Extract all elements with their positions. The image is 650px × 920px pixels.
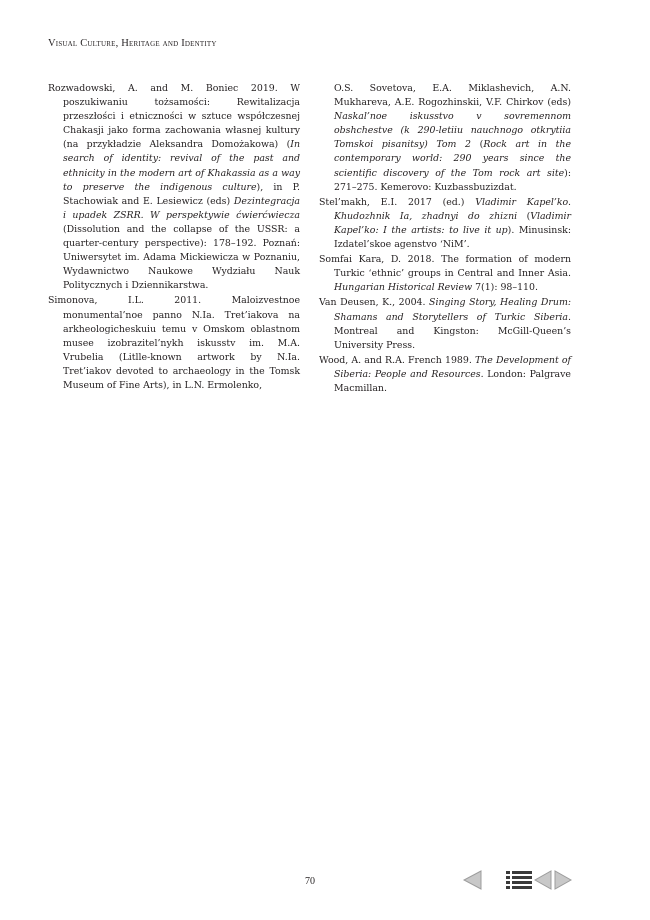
page-number: 70 xyxy=(305,876,315,887)
running-title: Visual Culture, Heritage and Identity xyxy=(48,38,217,49)
reference-entry xyxy=(319,196,571,252)
page-navigation xyxy=(462,870,574,892)
reference-entry xyxy=(319,253,571,295)
reference-text: Simonova, I.L. 2011. Maloizvestnoe monumental’noe panno N.Ia. Tret’iakova na arkheologicheskuiu temu v Omskom oblastnom musee izobrazitel’nykh iskusstv im. M.A. Vrubelia (Litlle-known artwork by N.Ia. Tret’iakov devoted to archaeology in the Tomsk Museum of Fine Arts), in L.N. Ermolenko, xyxy=(48,295,300,391)
reference-text: ): 271–275. Kemerovo: Kuzbassbuzizdat. xyxy=(334,167,571,193)
reference-text: Wood, A. and R.A. French 1989. xyxy=(319,354,475,366)
reference-text: 7(1): 98–110. xyxy=(472,282,538,294)
reference-text: ), in P. Stachowiak and E. Lesiewicz (eds) xyxy=(63,181,300,207)
reference-entry xyxy=(319,296,571,352)
reference-entry xyxy=(319,82,571,195)
references-right-column xyxy=(319,82,571,397)
reference-text: O.S. Sovetova, E.A. Miklashevich, A.N. Mukhareva, A.E. Rogozhinskii, V.F. Chirkov (eds) xyxy=(334,83,571,109)
table-of-contents-icon[interactable] xyxy=(506,870,532,890)
reference-text: . Montreal and Kingston: McGill-Queen’s University Press. xyxy=(334,311,571,351)
reference-entry xyxy=(48,82,300,293)
reference-text: (Dissolution and the collapse of the USSR: a quarter-century perspective): 178–192. Poznań: Uniwersytet im. Adama Mickiewicza w Poznaniu, Wydawnictwo Naukowe Wydziału Nauk Politycznych i Dziennikarstwa. xyxy=(63,223,300,292)
previous-page-icon[interactable] xyxy=(534,870,552,890)
next-page-icon[interactable] xyxy=(554,870,572,890)
first-page-icon[interactable] xyxy=(462,870,482,890)
reference-title-italic: Dezintegracja i upadek ZSRR. W perspektywie ćwierćwiecza xyxy=(63,195,300,221)
reference-text: ( xyxy=(517,210,531,222)
reference-text: Stel’makh, E.I. 2017 (ed.) xyxy=(319,196,476,208)
reference-text: ( xyxy=(471,139,484,151)
reference-text: Somfai Kara, D. 2018. The formation of modern Turkic ‘ethnic’ groups in Central and Inner Asia. xyxy=(319,254,571,280)
references-left-column xyxy=(48,82,300,394)
reference-title-italic: In search of identity: revival of the past and ethnicity in the modern art of Khakassia as a way to preserve the indigenous culture xyxy=(63,139,300,193)
reference-title-italic: Vladimir Kapel’ko. Khudozhnik Ia, zhadnyi do zhizni xyxy=(334,196,572,222)
reference-title-italic: Vladimir Kapel’ko: I the artists: to live it up xyxy=(334,210,572,236)
reference-title-italic: Singing Story, Healing Drum: Shamans and Storytellers of Turkic Siberia xyxy=(334,297,571,323)
reference-title-italic: The Development of Siberia: People and Resources xyxy=(334,354,571,380)
reference-title-italic: Rock art in the contemporary world: 290 years since the scientific discovery of the Tom rock art site xyxy=(334,139,572,179)
reference-text: Van Deusen, K., 2004. xyxy=(319,297,430,309)
reference-text: ). Minusinsk: Izdatel’skoe agenstvo ‘NiM’. xyxy=(334,224,571,251)
reference-text: . London: Palgrave Macmillan. xyxy=(334,368,571,394)
reference-entry xyxy=(48,294,300,393)
reference-text: Rozwadowski, A. and M. Boniec 2019. W poszukiwaniu tożsamości: Rewitalizacja przeszłości i etniczności w sztuce współczesnej Chakasji jako forma zachowania własnej kultury (na przykładzie Aleksandra Domożakowa) ( xyxy=(48,83,300,151)
reference-title-italic: Naskal’noe iskusstvo v sovremennom obshchestve (k 290-letiiu nauchnogo otkrytiia Tomskoi pisanitsy) Tom 2 xyxy=(334,111,571,151)
reference-entry xyxy=(319,354,571,396)
reference-title-italic: Hungarian Historical Review xyxy=(334,282,473,294)
